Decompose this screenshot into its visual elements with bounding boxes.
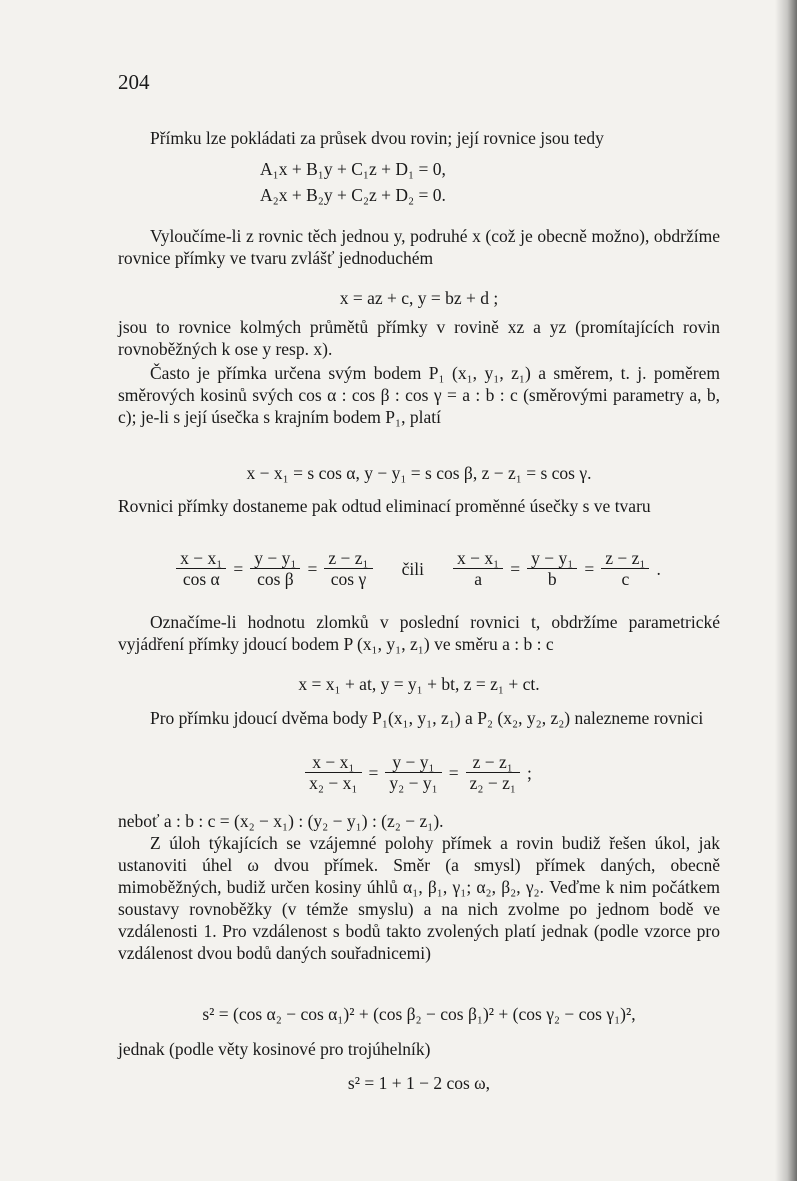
page-edge-shadow xyxy=(775,0,797,1181)
fraction: $\frac{\text{z − z₁}}{\text{cos γ}}$ xyxy=(324,548,372,589)
fraction: $\frac{\text{z − z₁}}{\text{z₂ − z₁}}$ xyxy=(466,752,520,793)
equation-plane-1: A₁x + B₁y + C₁z + D₁ = 0, xyxy=(260,159,446,179)
paragraph-1: Přímku lze pokládati za průsek dvou rovin; její rovnice jsou tedy xyxy=(150,128,604,148)
equation-parametric: x = x₁ + at, y = y₁ + bt, z = z₁ + ct. xyxy=(298,674,540,694)
equation-plane-2: A₂x + B₂y + C₂z + D₂ = 0. xyxy=(260,185,446,205)
equation-symmetric-form: $\frac{\text{x − x₁}}{\text{cos α}}$ = $\frac{\text{y − y₁}}{\text{cos β}}$ = $\frac{\text{z − z₁}}{\text{cos γ}}$ čili $\frac{\text{x − x₁}}{a}$ = $\frac{\text{y − y₁}}{b}$ = $\frac{\text{z − z₁}}{c}$ . xyxy=(118,548,720,589)
fraction: $\frac{\text{x − x₁}}{\text{x₂ − x₁}}$ xyxy=(305,752,361,793)
fraction: $\frac{\text{y − y₁}}{b}$ xyxy=(527,548,577,589)
paragraph-8: neboť a : b : c = (x₂ − x₁) : (y₂ − y₁) : (z₂ − z₁). xyxy=(118,811,444,831)
equation-distance: s² = (cos α₂ − cos α₁)² + (cos β₂ − cos β₁)² + (cos γ₂ − cos γ₁)², xyxy=(202,1004,636,1024)
equation-cosine-law: s² = 1 + 1 − 2 cos ω, xyxy=(347,1073,491,1093)
equation-projections: x = az + c, y = bz + d ; xyxy=(339,288,499,308)
equation-segment: x − x₁ = s cos α, y − y₁ = s cos β, z − z₁ = s cos γ. xyxy=(246,463,592,483)
fraction: $\frac{\text{x − x₁}}{\text{cos α}}$ xyxy=(176,548,226,589)
fraction: $\frac{\text{y − y₁}}{\text{cos β}}$ xyxy=(250,548,300,589)
paragraph-2: Vyloučíme-li z rovnic těch jednou y, podruhé x (což je obecně možno), obdržíme rovnice přímky ve tvaru zvlášť jednoduchém xyxy=(118,226,720,268)
paragraph-5: Rovnici přímky dostaneme pak odtud eliminací proměnné úsečky s ve tvaru xyxy=(118,496,651,516)
paragraph-6: Označíme-li hodnotu zlomků v poslední rovnici t, obdržíme parametrické vyjádření přímky jdoucí bodem P (x₁, y₁, z₁) ve směru a : b : c xyxy=(118,612,720,654)
paragraph-3: jsou to rovnice kolmých průmětů přímky v rovině xz a yz (promítajících rovin rovnoběžných k ose y resp. x). xyxy=(118,317,720,359)
equation-two-points: $\frac{\text{x − x₁}}{\text{x₂ − x₁}}$ = $\frac{\text{y − y₁}}{\text{y₂ − y₁}}$ = $\frac{\text{z − z₁}}{\text{z₂ − z₁}}$ ; xyxy=(118,752,720,793)
fraction: $\frac{\text{y − y₁}}{\text{y₂ − y₁}}$ xyxy=(385,752,441,793)
fraction: $\frac{\text{x − x₁}}{a}$ xyxy=(453,548,503,589)
conjunction-word: čili xyxy=(401,558,424,579)
paragraph-10: jednak (podle věty kosinové pro trojúhelník) xyxy=(118,1039,431,1059)
fraction: $\frac{\text{z − z₁}}{c}$ xyxy=(601,548,649,589)
paragraph-7: Pro přímku jdoucí dvěma body P₁(x₁, y₁, z₁) a P₂ (x₂, y₂, z₂) nalezneme rovnici xyxy=(150,708,704,728)
paragraph-9: Z úloh týkajících se vzájemné polohy přímek a rovin budiž řešen úkol, jak ustanoviti úhel ω dvou přímek. Směr (a smysl) přímek daných, obecně mimoběžných, budiž určen kosiny úhlů α₁, β₁, γ₁; α₂, β₂, γ₂. Veďme k nim počátkem soustavy rovnoběžky (v témže smyslu) a na nich zvolme po jednom bodě ve vzdálenosti 1. Pro vzdálenost s bodů takto zvolených platí jednak (podle vzorce pro vzdálenost dvou bodů daných souřadnicemi) xyxy=(118,833,720,963)
page-number: 204 xyxy=(118,70,150,94)
paragraph-4: Často je přímka určena svým bodem P₁ (x₁, y₁, z₁) a směrem, t. j. poměrem směrových kosinů svých cos α : cos β : cos γ = a : b : c (směrovými parametry a, b, c); je-li s její úsečka s krajním bodem P₁, platí xyxy=(118,363,720,427)
